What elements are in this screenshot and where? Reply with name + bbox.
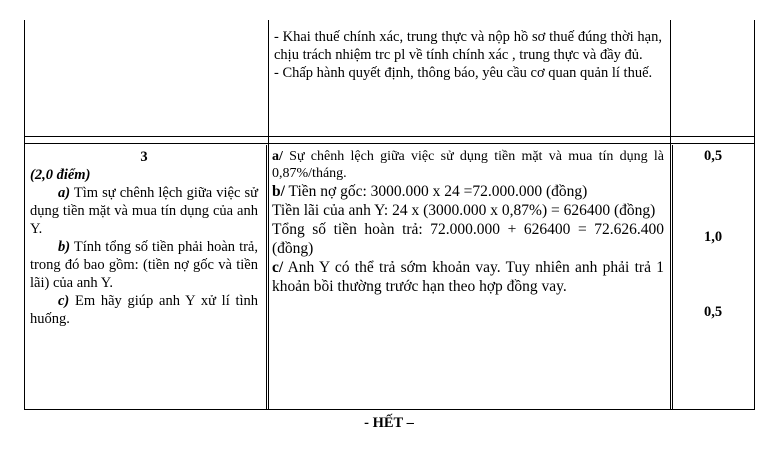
- table-border-right: [754, 20, 755, 410]
- question-part-a: a) Tìm sự chênh lệch giữa việc sử dụng tiền mặt và mua tín dụng của anh Y.: [30, 185, 258, 237]
- answer-part-b-interest: Tiền lãi của anh Y: 24 x (3000.000 x 0,87%) = 626400 (đồng): [272, 202, 656, 219]
- table-divider-2b: [672, 145, 673, 410]
- table-divider-1: [268, 20, 269, 410]
- question-cell: [30, 148, 258, 328]
- score-part-c: 0,5: [703, 304, 723, 320]
- answer-part-b-principal: b/ Tiền nợ gốc: 3000.000 x 24 =72.000.000 (đồng): [272, 183, 588, 200]
- tax-obligations-text: [274, 28, 662, 82]
- obligation-line-2: - Chấp hành quyết định, thông báo, yêu cầu cơ quan quản lí thuế.: [274, 65, 653, 81]
- answer-part-c: c/ Anh Y có thể trả sớm khoản vay. Tuy nhiên anh phải trả 1 khoản bồi thường trước hạn theo hợp đồng vay.: [272, 259, 664, 295]
- table-border-bottom: [24, 409, 755, 410]
- score-part-b: 1,0: [703, 229, 723, 245]
- table-divider-1b: [266, 145, 267, 410]
- question-points: (2,0 điểm): [30, 167, 91, 183]
- answer-cell: [272, 148, 664, 296]
- obligation-line-1: - Khai thuế chính xác, trung thực và nộp hồ sơ thuế đúng thời hạn, chịu trách nhiệm trc pl về tính chính xác , trung thực và đầy đủ.: [274, 29, 662, 63]
- question-part-b: b) Tính tổng số tiền phải hoàn trả, trong đó bao gồm: (tiền nợ gốc và tiền lãi) của anh Y.: [30, 239, 258, 291]
- row-separator-2: [24, 143, 755, 144]
- row-separator: [24, 136, 755, 137]
- table-border-left: [24, 20, 25, 410]
- answer-part-a: a/ Sự chênh lệch giữa việc sử dụng tiền mặt và mua tín dụng là 0,87%/tháng.: [272, 149, 664, 181]
- question-number: 3: [140, 149, 148, 165]
- end-marker: - HẾT –: [364, 415, 414, 431]
- question-part-c: c) Em hãy giúp anh Y xử lí tình huống.: [30, 293, 259, 327]
- answer-part-b-total: Tổng số tiền hoàn trả: 72.000.000 + 626400 = 72.626.400 (đồng): [272, 221, 664, 257]
- score-part-a: 0,5: [703, 148, 723, 164]
- table-divider-2: [670, 20, 671, 410]
